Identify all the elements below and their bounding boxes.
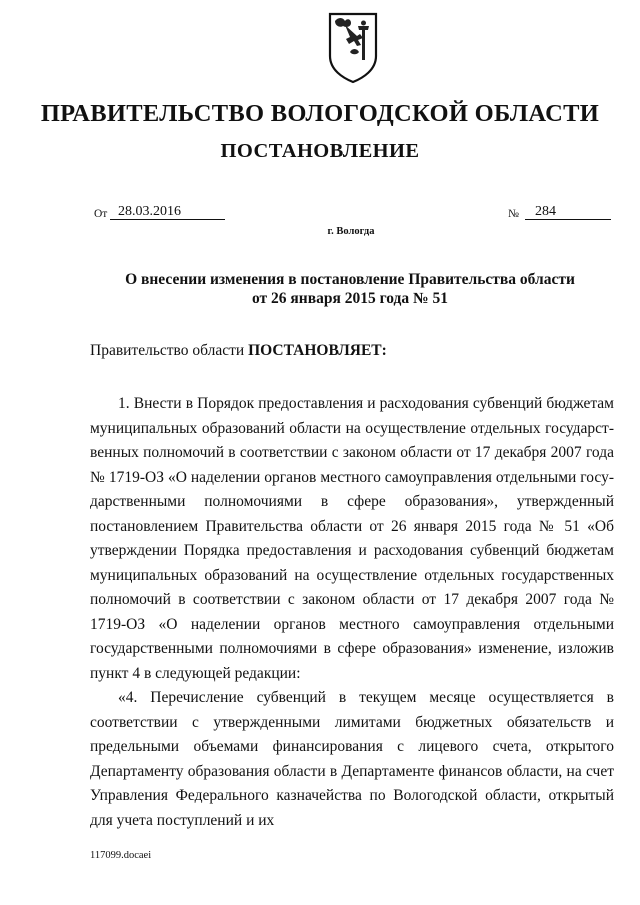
body-paragraph: 1. Внести в Порядок предоставления и расходования субвенций бюджетам муниципальных образований области на осуществление отдельных государственных полномочий в соответствии с законом области от 17 декабря 2007 года № 1719-ОЗ «О наделении органов местного самоуправления отдельными государственными полномочиями в сфере образования», утвержденный постановлением Правительства области от 26 января 2015 года № 51 «Об утверждении Порядка предоставления и расходования субвенций бюджетам муниципальных образований на осуществление отдельных государственных полномочий в соответствии с законом области от 17 декабря 2007 года № 1719-ОЗ «О наделении органов местного самоуправления отдельными государственными полномочиями в сфере образования» изменение, изложив пункт 4 в следующей редакции: [90,395,614,682]
organization-name: ПРАВИТЕЛЬСТВО ВОЛОГОДСКОЙ ОБЛАСТИ [40,100,600,127]
preamble-verb: ПОСТАНОВЛЯЕТ: [248,342,387,359]
title-line-2: от 26 января 2015 года № 51 [252,290,448,307]
document-body [90,392,614,833]
body-paragraph: «4. Перечисление субвенций в текущем месяце осуществляется в соответствии с утвержденными лимитами бюджетных обязательств и предельными объемами финансирования с лицевого счета, открытого Департаменту образования области в Департаменте финансов области, на счет Управления Федерального казначейства по Вологодской области, открытый для учета поступлений и их [90,689,614,829]
coat-of-arms-icon [327,12,379,84]
document-date: 28.03.2016 [110,205,225,220]
document-title [90,270,610,308]
resolution-preamble [90,342,387,360]
file-reference: 117099.docaei [90,850,152,861]
city-name: г. Вологда [327,226,375,237]
document-type: ПОСТАНОВЛЕНИЕ [220,140,420,162]
number-label: № [508,208,519,220]
document-number: 284 [525,205,611,220]
date-label: От [94,208,108,220]
title-line-1: О внесении изменения в постановление Правительства области [125,271,575,288]
preamble-subject: Правительство области [90,342,245,359]
